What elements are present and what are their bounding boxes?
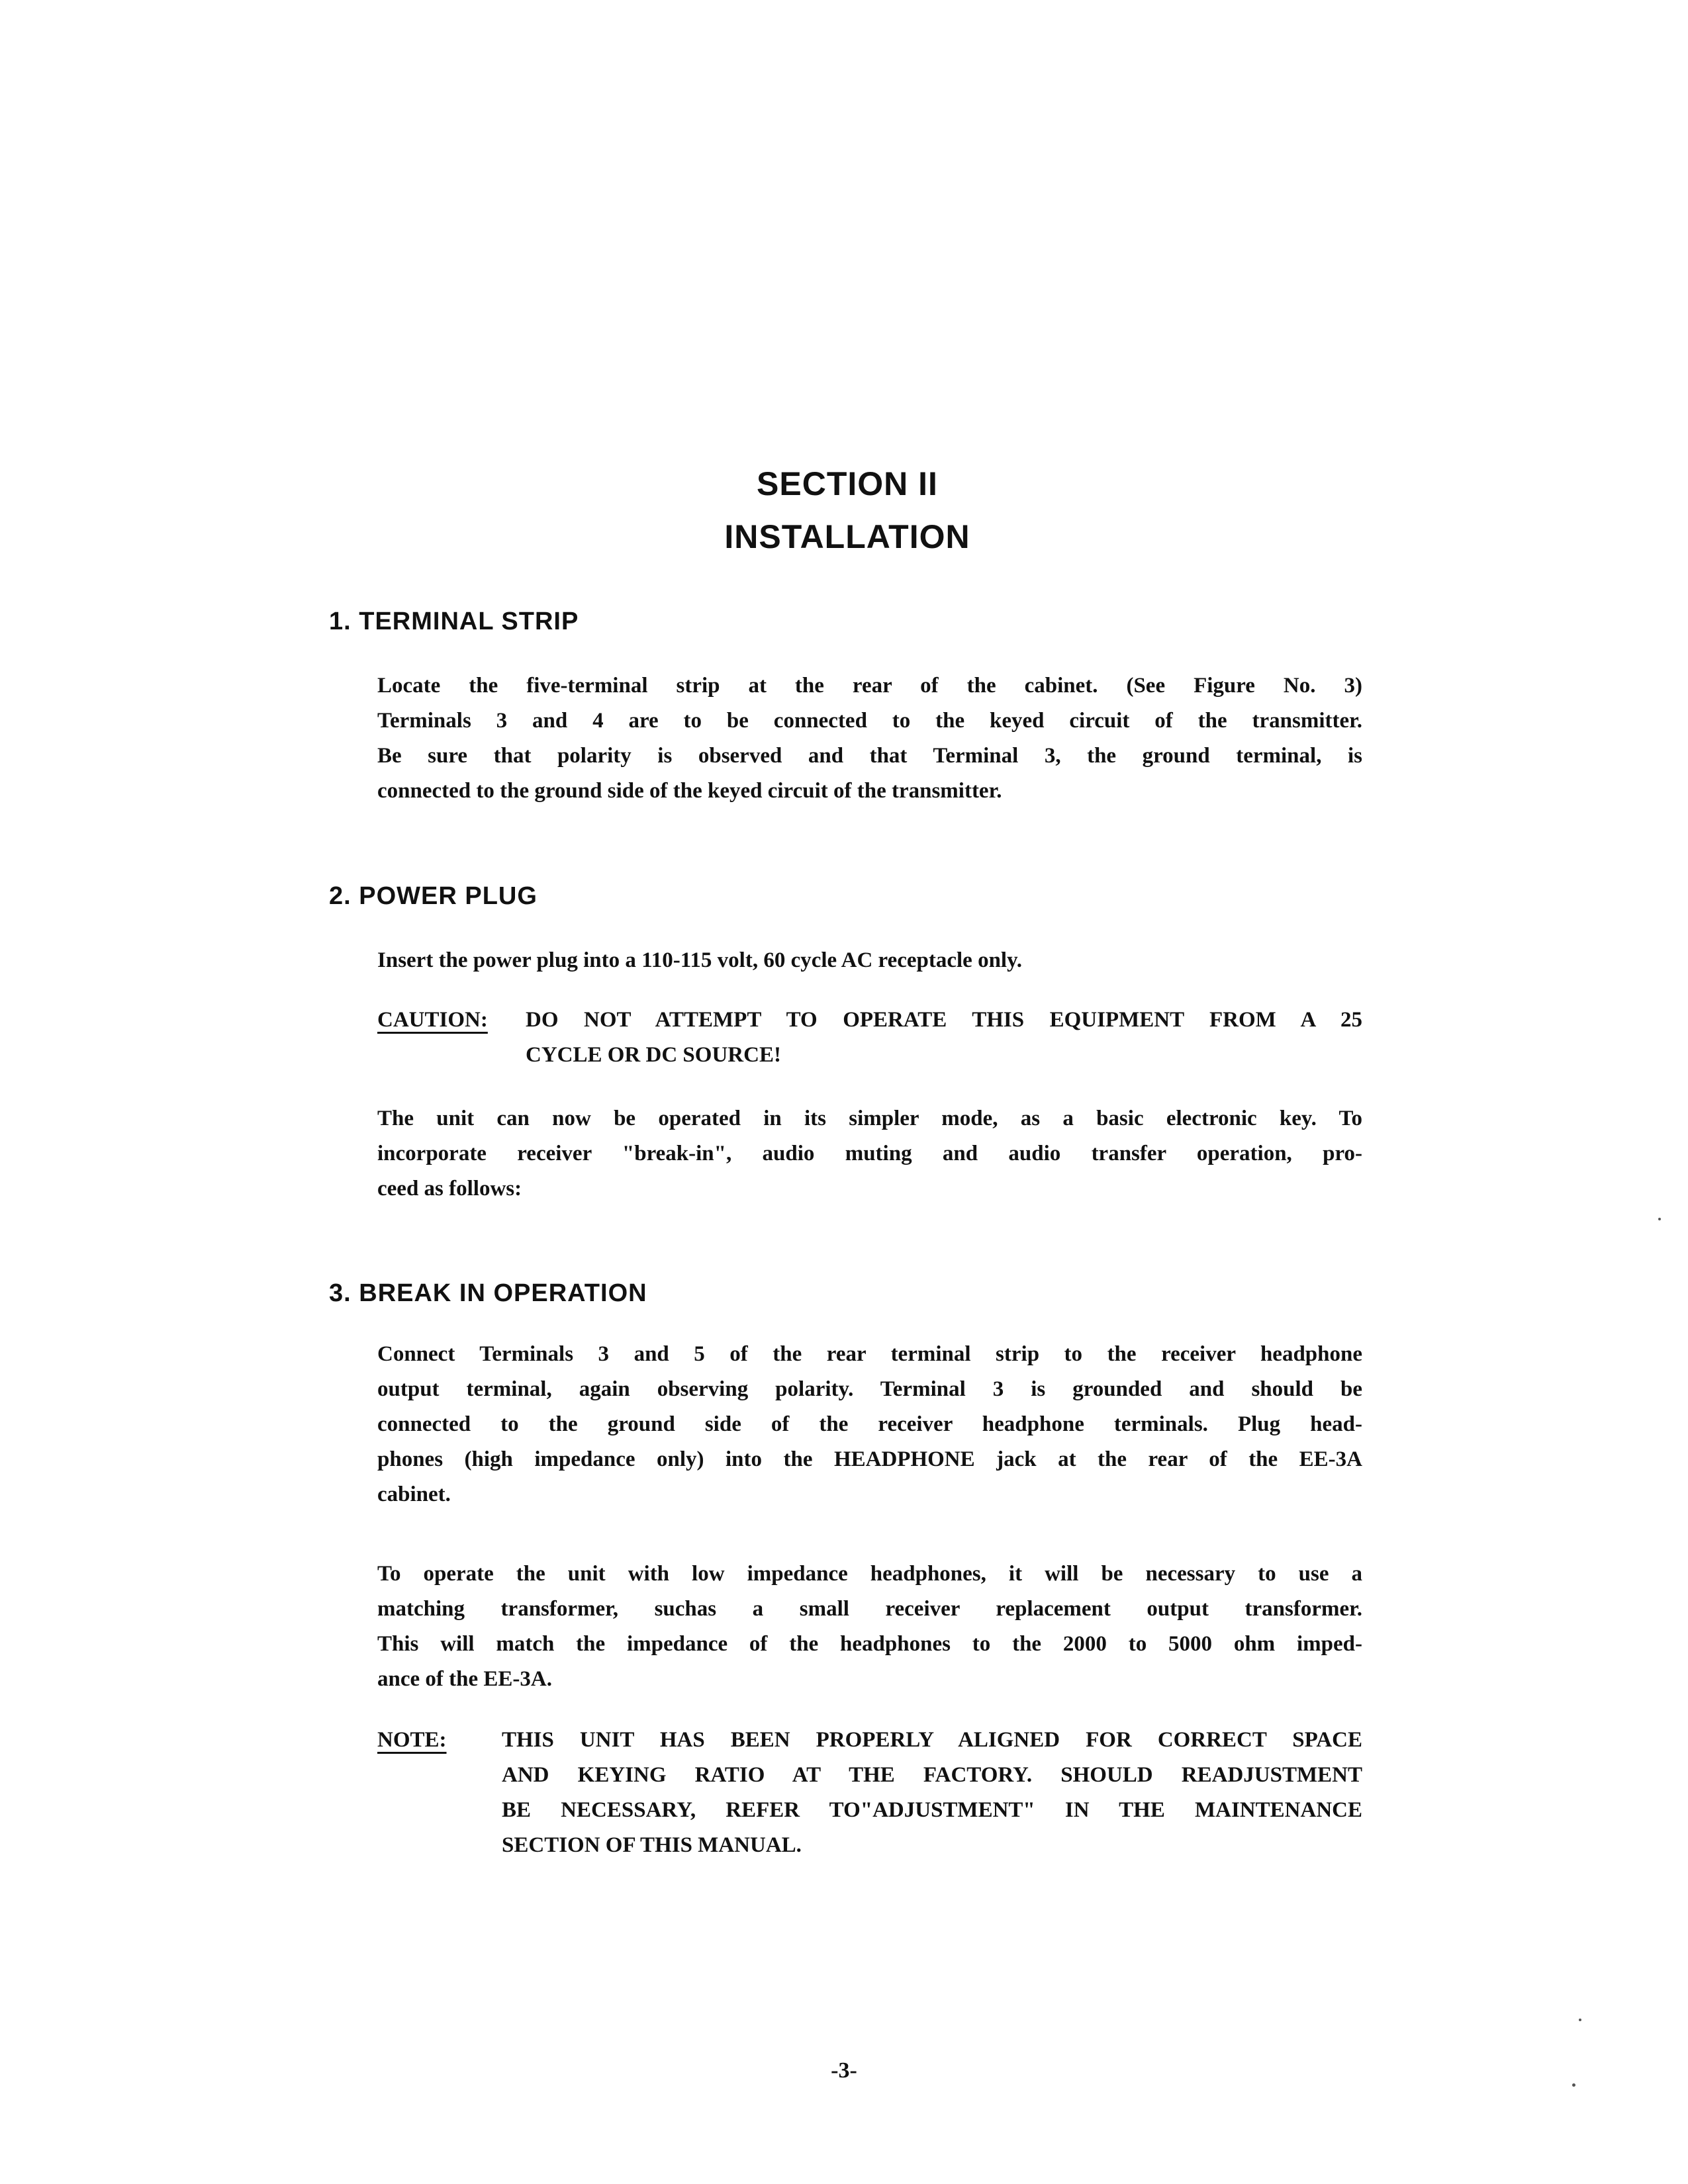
break-in-paragraph-1 (377, 1337, 1362, 1512)
terminal-strip-paragraph (377, 668, 1362, 809)
heading-terminal-strip: 1. TERMINAL STRIP (329, 608, 579, 635)
text-line: cabinet. (377, 1482, 451, 1506)
heading-power-plug: 2. POWER PLUG (329, 882, 538, 910)
page-number: -3- (831, 2058, 857, 2083)
scan-speck (1658, 1218, 1661, 1220)
text-line: CYCLE OR DC SOURCE! (526, 1043, 781, 1067)
text-line: The unit can now be operated in its simpler mode, as a basic electronic key. To (377, 1107, 1362, 1130)
power-plug-followup-paragraph (377, 1101, 1362, 1206)
power-plug-paragraph (377, 943, 1362, 978)
section-number: SECTION II (757, 465, 938, 502)
text-line: SECTION OF THIS MANUAL. (502, 1833, 802, 1857)
text-line: ceed as follows: (377, 1177, 522, 1201)
scan-speck (1572, 2083, 1575, 2087)
text-line: connected to the ground side of the receiver headphone terminals. Plug head- (377, 1412, 1362, 1436)
note-label: NOTE: (377, 1728, 447, 1752)
text-line: matching transformer, suchas a small receiver replacement output transformer. (377, 1597, 1362, 1621)
text-line: phones (high impedance only) into the HEADPHONE jack at the rear of the EE-3A (377, 1447, 1362, 1471)
text-line: To operate the unit with low impedance headphones, it will be necessary to use a (377, 1562, 1362, 1586)
text-line: This will match the impedance of the headphones to the 2000 to 5000 ohm imped- (377, 1632, 1362, 1656)
text-line: connected to the ground side of the keyed circuit of the transmitter. (377, 779, 1002, 803)
heading-break-in-operation: 3. BREAK IN OPERATION (329, 1279, 647, 1307)
text-line: Locate the five-terminal strip at the rear of the cabinet. (See Figure No. 3) (377, 674, 1362, 698)
text-line: DO NOT ATTEMPT TO OPERATE THIS EQUIPMENT FROM A 25 (526, 1008, 1362, 1032)
text-line: ance of the EE-3A. (377, 1667, 552, 1691)
text-line: incorporate receiver "break-in", audio muting and audio transfer operation, pro- (377, 1142, 1362, 1165)
caution-label: CAUTION: (377, 1008, 488, 1032)
section-title: INSTALLATION (724, 518, 970, 555)
scan-speck (1579, 2019, 1581, 2021)
text-line: BE NECESSARY, REFER TO"ADJUSTMENT" IN THE MAINTENANCE (502, 1798, 1362, 1822)
caution-body (526, 1003, 1362, 1073)
text-line: Insert the power plug into a 110-115 volt, 60 cycle AC receptacle only. (377, 948, 1023, 972)
note-notice (377, 1723, 1362, 1865)
note-body (502, 1723, 1362, 1863)
caution-notice (377, 1003, 1362, 1075)
text-line: Be sure that polarity is observed and that Terminal 3, the ground terminal, is (377, 744, 1362, 768)
break-in-paragraph-2 (377, 1557, 1362, 1697)
text-line: THIS UNIT HAS BEEN PROPERLY ALIGNED FOR CORRECT SPACE (502, 1728, 1362, 1752)
text-line: Terminals 3 and 4 are to be connected to the keyed circuit of the transmitter. (377, 709, 1362, 733)
text-line: output terminal, again observing polarity. Terminal 3 is grounded and should be (377, 1377, 1362, 1401)
text-line: AND KEYING RATIO AT THE FACTORY. SHOULD READJUSTMENT (502, 1763, 1362, 1787)
text-line: Connect Terminals 3 and 5 of the rear terminal strip to the receiver headphone (377, 1342, 1362, 1366)
